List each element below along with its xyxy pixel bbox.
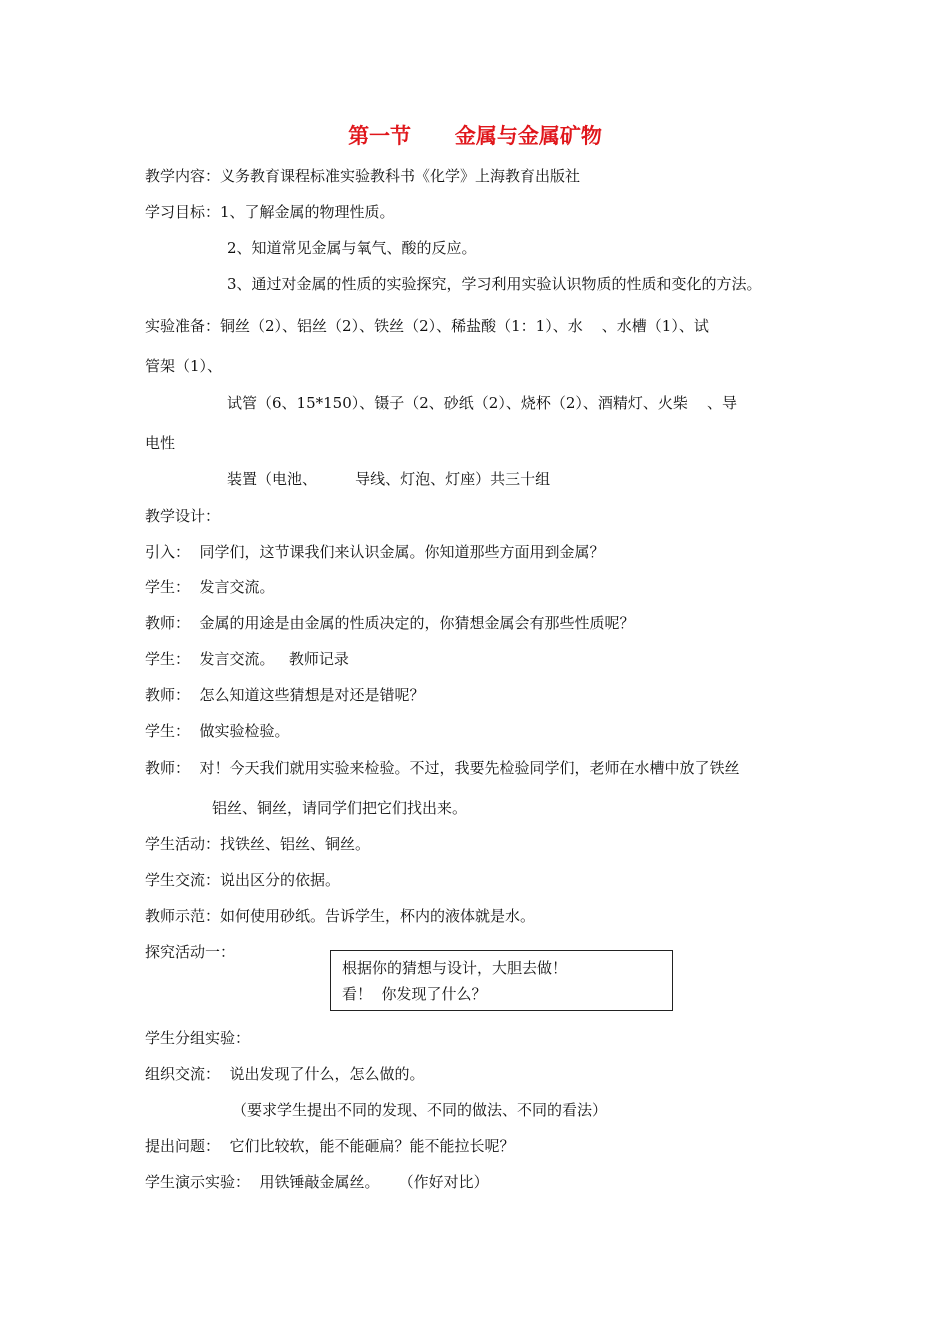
activity-line: 组织交流： 说出发现了什么，怎么做的。 — [145, 1065, 425, 1083]
dialogue-line-continued: 铝丝、铜丝，请同学们把它们找出来。 — [212, 799, 468, 817]
dialogue-line: 学生： 发言交流。 — [145, 578, 275, 596]
learning-goal-line-2: 2、知道常见金属与氧气、酸的反应。 — [227, 239, 477, 257]
preparation-line-2: 管架（1）、 — [145, 357, 223, 375]
activity-line: 学生分组实验： — [145, 1029, 251, 1047]
dialogue-line: 教师： 对！今天我们就用实验来检验。不过，我要先检验同学们，老师在水槽中放了铁丝 — [145, 759, 740, 777]
activity-line: 教师示范：如何使用砂纸。告诉学生，杯内的液体就是水。 — [145, 907, 536, 925]
teaching-content-line: 教学内容：义务教育课程标准实验教科书《化学》上海教育出版社 — [145, 167, 581, 185]
learning-goal-line-1: 学习目标：1、了解金属的物理性质。 — [145, 203, 395, 221]
dialogue-line: 引入： 同学们，这节课我们来认识金属。你知道那些方面用到金属？ — [145, 543, 605, 561]
preparation-line-3: 试管（6、15*150）、镊子（2、砂纸（2）、烧杯（2）、酒精灯、火柴 、导 — [227, 394, 737, 412]
preparation-line-4: 电性 — [145, 434, 176, 452]
inquiry-prompt-box — [330, 950, 673, 1011]
preparation-line-1: 实验准备：铜丝（2）、铝丝（2）、铁丝（2）、稀盐酸（1：1）、水 、水槽（1）、试 — [145, 317, 709, 335]
learning-goal-line-3: 3、通过对金属的性质的实验探究，学习利用实验认识物质的性质和变化的方法。 — [227, 275, 762, 293]
activity-line: 提出问题： 它们比较软，能不能砸扁？能不能拉长呢？ — [145, 1137, 515, 1155]
page-title: 第一节 金属与金属矿物 — [348, 123, 602, 148]
dialogue-line: 学生： 发言交流。 教师记录 — [145, 650, 349, 668]
activity-line: 学生演示实验： 用铁锤敲金属丝。 （作好对比） — [145, 1173, 489, 1191]
inquiry-prompt-line-1: 根据你的猜想与设计，大胆去做！ — [342, 959, 568, 977]
dialogue-line: 学生： 做实验检验。 — [145, 722, 290, 740]
activity-note: （要求学生提出不同的发现、不同的做法、不同的看法） — [232, 1101, 608, 1119]
teaching-design-heading: 教学设计： — [145, 507, 221, 525]
dialogue-line: 教师： 金属的用途是由金属的性质决定的，你猜想金属会有那些性质呢？ — [145, 614, 635, 632]
inquiry-prompt-line-2: 看！ 你发现了什么？ — [342, 985, 487, 1003]
inquiry-activity-label: 探究活动一： — [145, 943, 236, 961]
dialogue-line: 教师： 怎么知道这些猜想是对还是错呢？ — [145, 686, 425, 704]
preparation-line-5: 装置（电池、 导线、灯泡、灯座）共三十组 — [227, 470, 551, 488]
activity-line: 学生活动：找铁丝、铝丝、铜丝。 — [145, 835, 371, 853]
activity-line: 学生交流：说出区分的依据。 — [145, 871, 341, 889]
